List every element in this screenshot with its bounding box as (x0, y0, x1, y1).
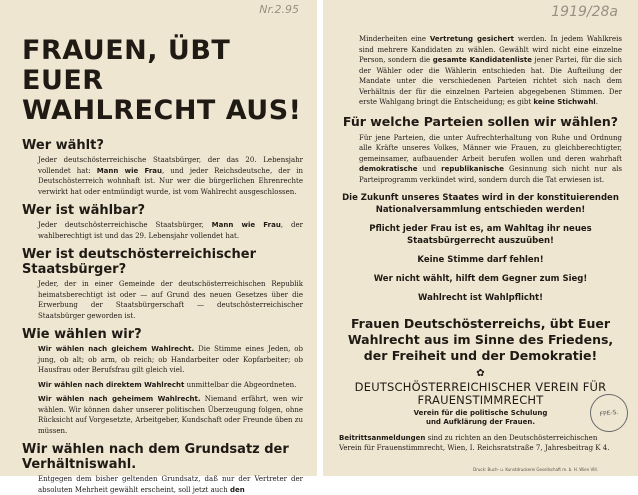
pencil-archive-number: 1919/28a (551, 4, 618, 20)
body-bold: gesamte Kandidatenliste (432, 56, 532, 64)
body-bold: Vertretung gesichert (429, 35, 515, 43)
org-sub-line-1: Verein für die politische Schulung (413, 409, 548, 417)
section-heading-staatsbuerger: Wer ist deutschösterreichischer Staatsbürger? (22, 247, 256, 277)
body-text: jener Partei, für die sich der Wähler oder die Wählerin entschieden hat. Die Aufteilung der Mandate unter die verschiedenen Parteien richtet sich nach dem Verhältnis der für die einzelnen Parteien abgegebenen Stimmen. Der erste Wahlgang bringt die Entscheidung; es gibt (359, 56, 622, 106)
body-bold: Beitrittsanmeldungen (339, 434, 426, 442)
body-bold: Mann wie Frau (211, 221, 281, 229)
section-body-gleiches (38, 344, 303, 376)
body-bold: Wir wählen nach direktem Wahlrecht (38, 380, 185, 389)
statement-wahlpflicht: Wahlrecht ist Wahlpflicht! (418, 293, 543, 303)
printer-imprint: Druck: Buch- u. Kunstdruckerei Gesellschaft m. b. H. Wien VIII. (473, 467, 598, 472)
statement-zukunft: Die Zukunft unseres Staates wird in der konstituierenden Nationalversammlung entschieden werden! (342, 193, 619, 215)
archive-stamp: FPE-S. (588, 392, 631, 435)
section-body-wer-waehlt (38, 155, 303, 197)
parties-heading: Für welche Parteien sollen wir wählen? (342, 113, 619, 129)
body-text: Niemand erfährt, wen wir wählen. Wir können daher unserer politischen Überzeugung folgen, ohne Rücksicht auf Vorgesetzte, Arbeitgeber, Kundschaft oder Freunde üben zu müssen. (38, 395, 303, 435)
body-bold: demokratische (359, 165, 418, 173)
section-body-waehlbar (38, 220, 303, 241)
right-page (323, 0, 638, 476)
headline (22, 36, 303, 126)
section-body-staatsbuerger: Jeder, der in einer Gemeinde der deutschösterreichischen Republik heimatsberechtigt ist oder — auf Grund des neuen Gesetzes über die Erwerbung der Staatsbürgerschaft — deutschösterreichischer Staatsbürger geworden ist. (38, 280, 303, 320)
section-heading-wie-waehlen: Wie wählen wir? (22, 327, 142, 342)
flower-ornament-icon: ✿ (476, 368, 485, 379)
body-bold: Wir wählen nach gleichem Wahlrecht. (38, 345, 195, 353)
body-text: Entgegen dem bisher geltenden Grundsatz, daß nur der Vertreter der absoluten Mehrheit gewählt erscheint, soll jetzt auch (38, 475, 303, 494)
body-bold: Wir wählen nach geheimem Wahlrecht. (38, 395, 201, 403)
body-bold: den (229, 485, 245, 494)
pencil-note: Nr.2.95 (259, 3, 299, 16)
section-heading-wer-waehlt: Wer wählt? (22, 138, 104, 153)
closing-slogan: Frauen Deutschösterreichs, übt Euer Wahlrecht aus im Sinne des Friedens, der Freiheit und der Demokratie! (347, 316, 614, 363)
body-bold: keine Stichwahl (533, 98, 596, 106)
headline-line-1: FRAUEN, ÜBT EUER (22, 35, 231, 96)
org-sub-line-2: und Aufklärung der Frauen. (425, 418, 536, 426)
body-text: , der wahlberechtigt ist und das 29. Lebensjahr vollendet hat. (38, 221, 303, 240)
body-text: Die Stimme eines Jeden, ob jung, ob alt; ob arm, ob reich; ob Handarbeiter oder Kopfarbeiter; ob Hausfrau oder Berufsfrau gilt gleich viel. (38, 345, 303, 374)
body-text: Jeder deutschösterreichische Staatsbürger, der das 20. Lebensjahr vollendet hat: (38, 156, 303, 175)
section-body-direktes (38, 380, 303, 391)
statement-pflicht: Pflicht jeder Frau ist es, am Wahltag ihr neues Staatsbürgerrecht auszuüben! (369, 224, 592, 246)
statement-gegner: Wer nicht wählt, hilft dem Gegner zum Sieg! (373, 274, 588, 284)
left-page (0, 0, 317, 494)
body-text: . (595, 98, 598, 106)
body-text: und (417, 165, 442, 173)
body-text: , und jeder Reichsdeutsche, der in Deutschösterreich wohnhaft ist. Nur wer die bürgerlichen Ehrenrechte verwirkt hat oder entmündigt wurde, ist vom Wahlrecht ausgeschlossen. (38, 166, 303, 196)
body-text: sind zu richten an den Deutschösterreichischen Verein für Frauenstimmrecht, Wien, I. Reichsratstraße 7, Jahresbeitrag K 4. (339, 434, 610, 452)
parties-paragraph (359, 133, 622, 186)
body-text: unmittelbar die Abgeordneten. (184, 380, 297, 389)
section-body-geheimes (38, 394, 303, 436)
organization-name: DEUTSCHÖSTERREICHISCHER VEREIN FÜR FRAUENSTIMMRECHT (354, 380, 607, 407)
section-heading-verhaeltniswahl: Wir wählen nach dem Grundsatz der Verhältniswahl. (22, 442, 289, 472)
section-body-verhaeltniswahl (38, 474, 303, 495)
body-bold: Mann wie Frau (96, 166, 162, 175)
headline-line-2: WAHLRECHT AUS! (22, 95, 302, 126)
body-text: Gesinnung sich nicht nur als Parteiprogramm verkündet wird, sondern durch die Tat erwiesen ist. (359, 165, 622, 184)
intro-paragraph (359, 34, 622, 108)
body-text: Für jene Parteien, die unter Aufrechterhaltung von Ruhe und Ordnung alle Kräfte unseres Volkes, Männer wie Frauen, zu gleichberechtigter, gemeinsamer, aufbauender Arbeit berufen wollen und deren wahrhaft (359, 133, 622, 163)
section-heading-waehlbar: Wer ist wählbar? (22, 203, 146, 218)
organization-subtitle (339, 409, 622, 427)
body-text: Jeder deutschösterreichische Staatsbürger, (38, 221, 212, 229)
body-text: werden. In jedem Wahlkreis sind mehrere Kandidaten zu wählen. Gewählt wird nicht eine einzelne Person, sondern die (359, 35, 622, 64)
body-text: Minderheiten eine (359, 35, 430, 43)
body-bold: republikanische (441, 165, 504, 173)
statement-keine-stimme: Keine Stimme darf fehlen! (417, 255, 544, 265)
membership-note (339, 433, 622, 453)
